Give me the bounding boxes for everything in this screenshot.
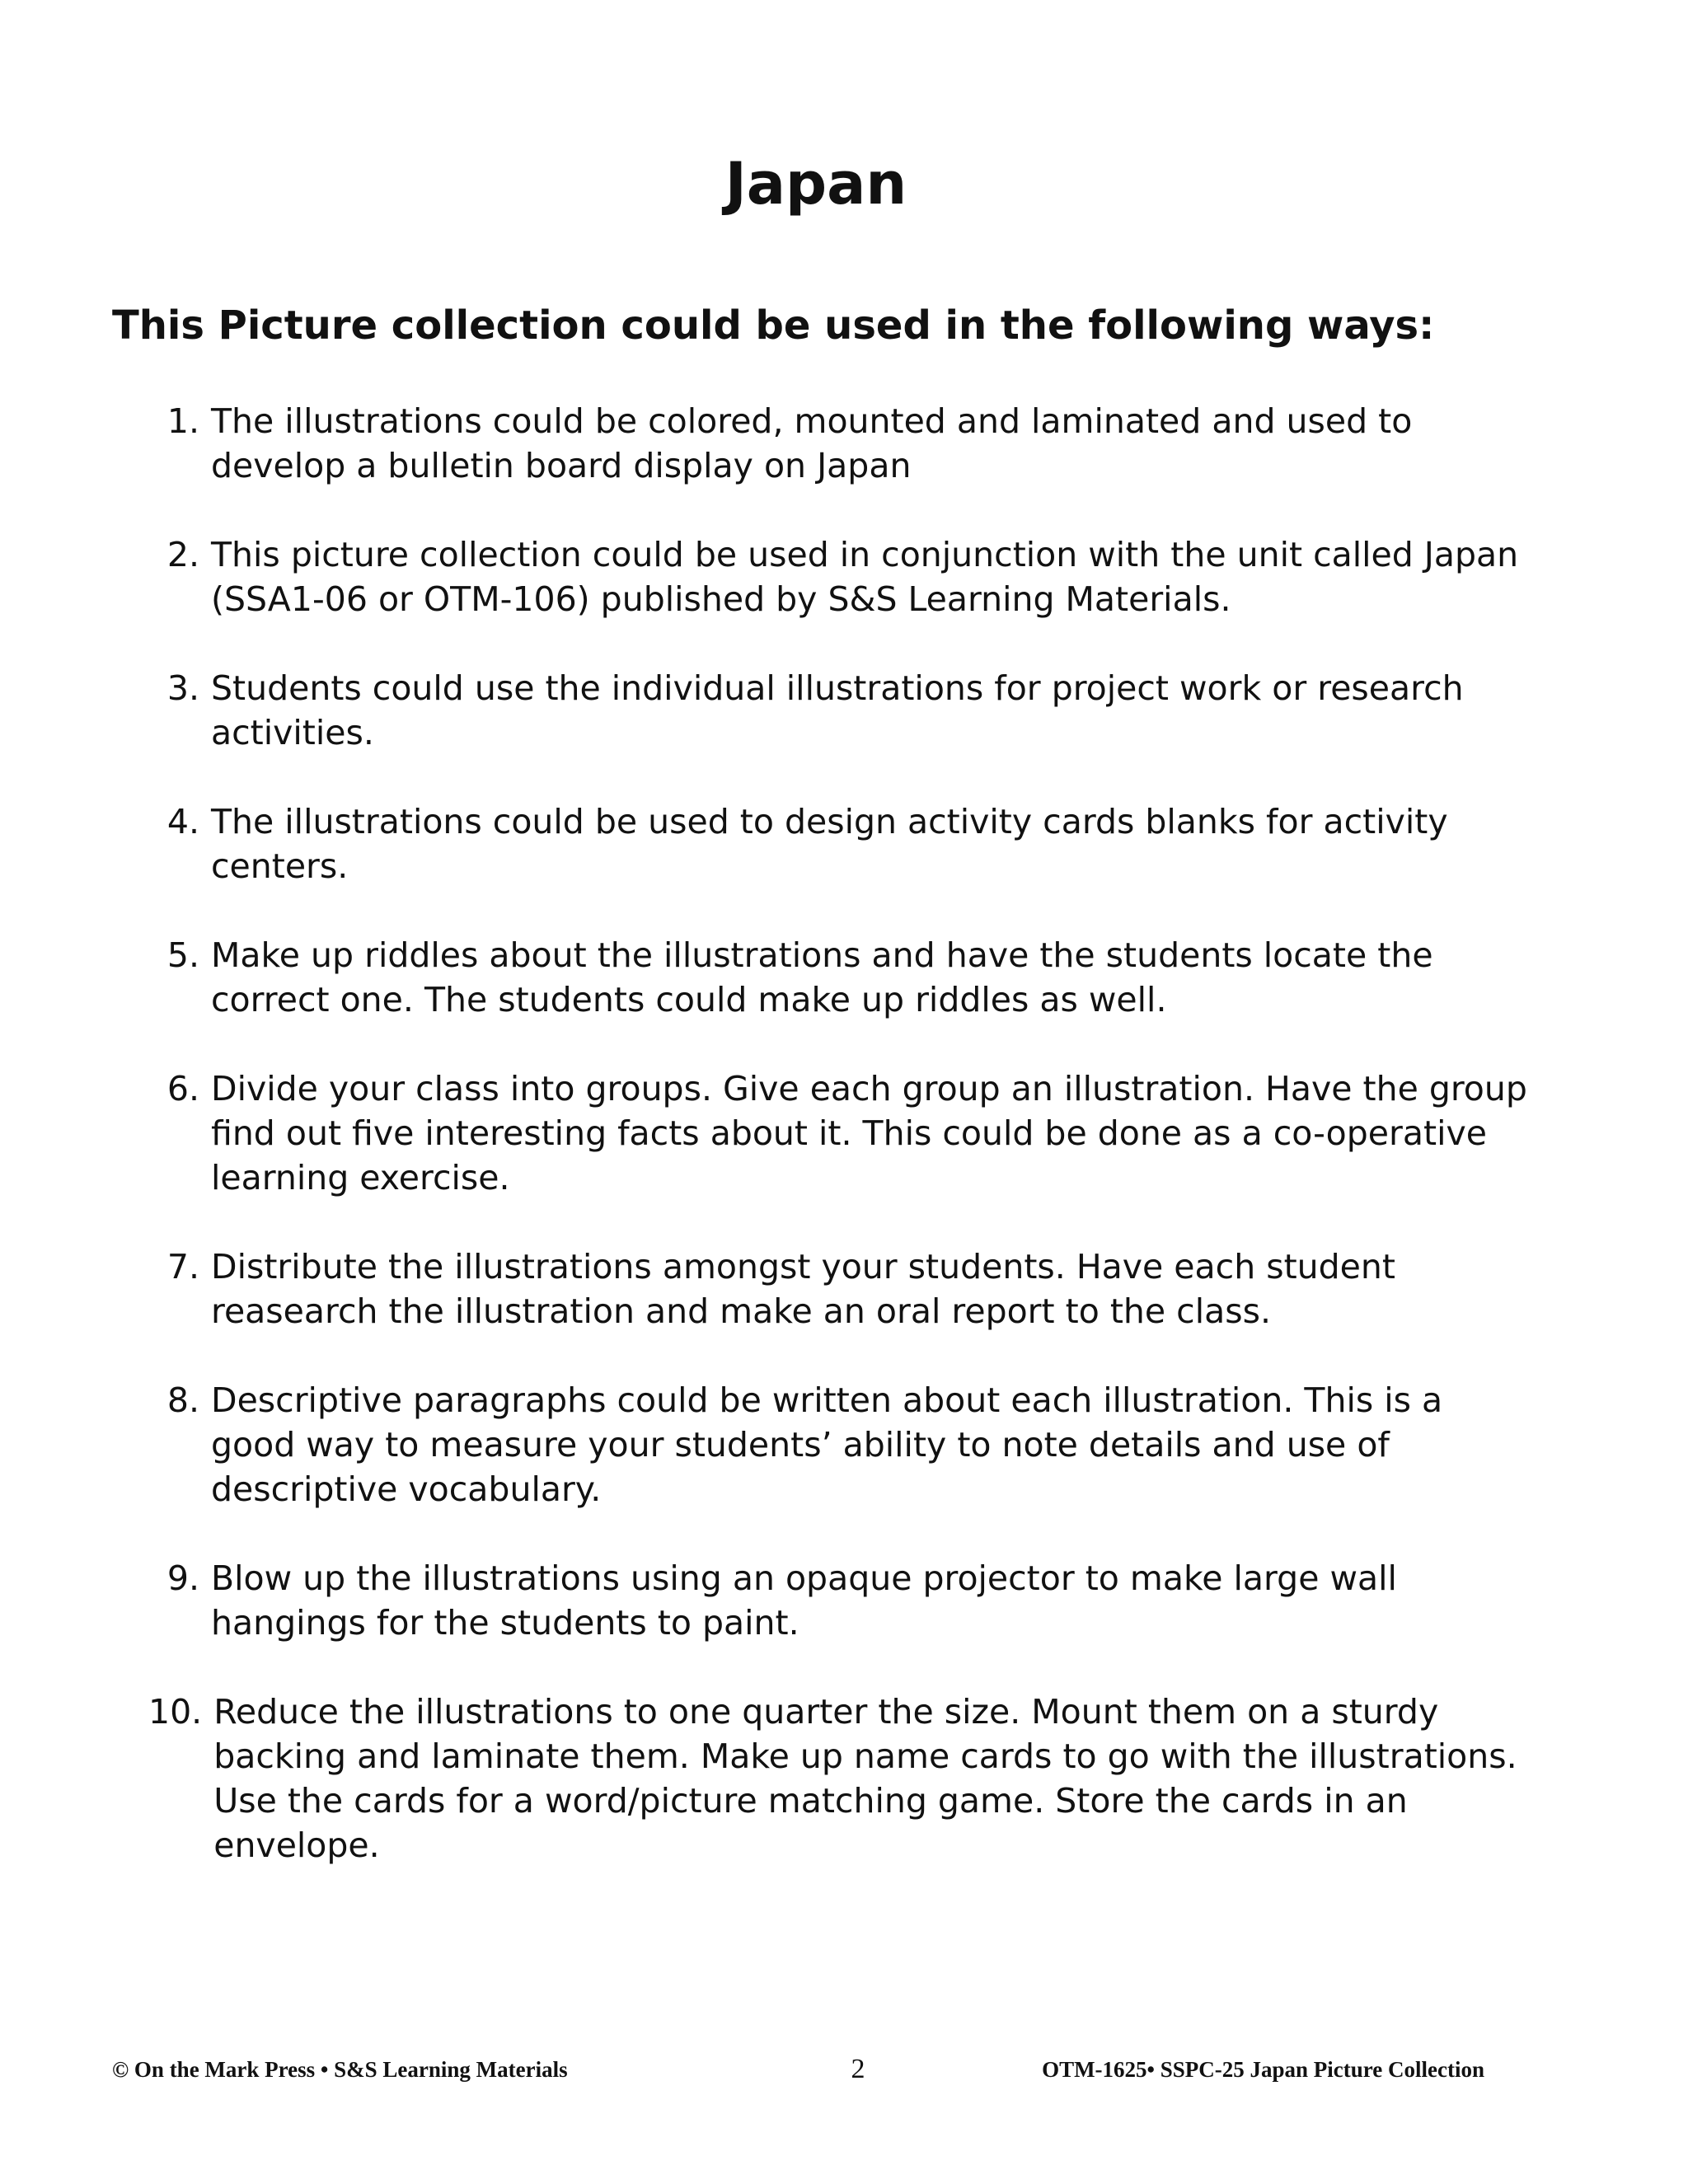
list-item bbox=[148, 399, 1533, 488]
list-item bbox=[148, 1244, 1533, 1333]
intro-heading: This Picture collection could be used in the following ways: bbox=[112, 302, 1435, 349]
list-item bbox=[148, 532, 1533, 621]
item-text: Reduce the illustrations to one quarter the size. Mount them on a sturdy backing and laminate them. Make up name cards to go with the illustrations. Use the cards for a word/picture matching game. Store the cards in an envelope. bbox=[213, 1692, 1517, 1865]
item-number: 3. bbox=[166, 668, 199, 708]
list-item bbox=[148, 933, 1533, 1022]
item-text: The illustrations could be colored, mounted and laminated and used to develop a bulletin board display on Japan bbox=[211, 401, 1413, 485]
item-number: 1. bbox=[166, 401, 199, 441]
page-title: Japan bbox=[724, 150, 907, 218]
item-text: This picture collection could be used in conjunction with the unit called Japan (SSA1-06 or OTM-106) published by S&S Learning Materials. bbox=[211, 535, 1519, 619]
item-number: 7. bbox=[166, 1247, 199, 1286]
item-text: Blow up the illustrations using an opaque projector to make large wall hangings for the students to paint. bbox=[211, 1558, 1397, 1643]
item-number: 5. bbox=[166, 935, 199, 975]
item-number: 6. bbox=[166, 1069, 199, 1108]
item-number: 10. bbox=[148, 1692, 203, 1732]
item-number: 2. bbox=[166, 535, 199, 574]
item-number: 8. bbox=[166, 1380, 199, 1420]
footer-copyright: © On the Mark Press • S&S Learning Materials bbox=[112, 2057, 568, 2082]
list-item bbox=[148, 1378, 1533, 1511]
footer-product-code: OTM-1625• SSPC-25 Japan Picture Collection bbox=[1042, 2057, 1484, 2082]
ways-list bbox=[148, 399, 1533, 1912]
list-item bbox=[148, 666, 1533, 755]
item-number: 4. bbox=[166, 802, 199, 841]
item-text: Students could use the individual illustrations for project work or research activities. bbox=[211, 668, 1464, 752]
list-item bbox=[148, 1066, 1533, 1200]
list-item bbox=[148, 1690, 1533, 1868]
page-footer bbox=[112, 2049, 1484, 2090]
list-item bbox=[148, 1556, 1533, 1645]
item-text: Divide your class into groups. Give each group an illustration. Have the group find out five interesting facts about it. This could be done as a co-operative learning exercise. bbox=[211, 1069, 1527, 1197]
footer-page-number: 2 bbox=[851, 2054, 865, 2084]
item-text: Descriptive paragraphs could be written about each illustration. This is a good way to measure your students’ ability to note details and use of descriptive vocabulary. bbox=[211, 1380, 1443, 1509]
item-number: 9. bbox=[166, 1558, 199, 1598]
item-text: The illustrations could be used to design activity cards blanks for activity centers. bbox=[211, 802, 1448, 886]
item-text: Distribute the illustrations amongst your students. Have each student reasearch the illustration and make an oral report to the class. bbox=[211, 1247, 1395, 1331]
item-text: Make up riddles about the illustrations and have the students locate the correct one. The students could make up riddles as well. bbox=[211, 935, 1433, 1019]
list-item bbox=[148, 799, 1533, 888]
